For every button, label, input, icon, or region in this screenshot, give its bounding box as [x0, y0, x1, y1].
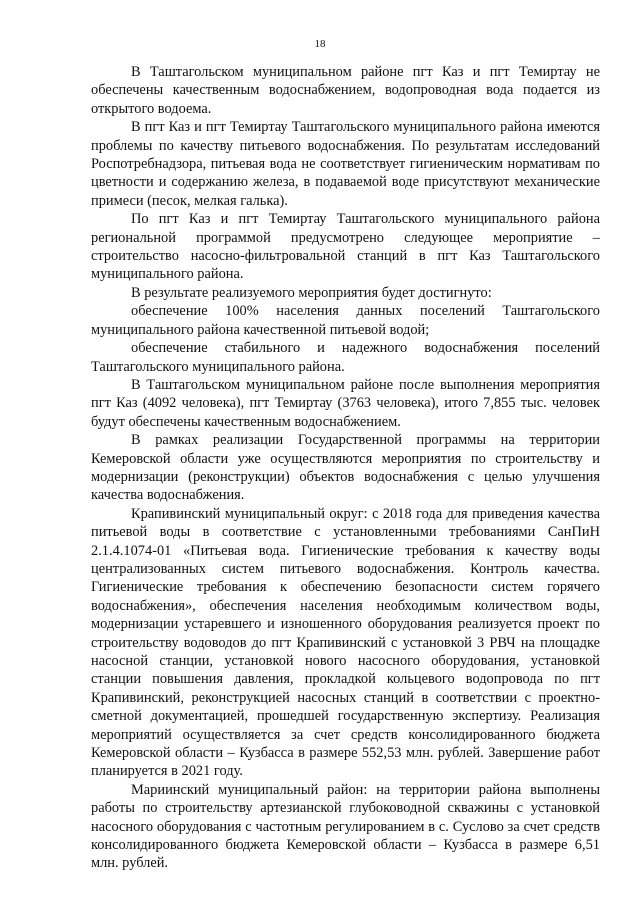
body-text: [91, 63, 600, 873]
paragraph-1: В Таштагольском муниципальном районе пгт Каз и пгт Темиртау не обеспечены качественным водоснабжением, водопроводная вода подается из открытого водоема.: [91, 64, 600, 117]
paragraph-2: В пгт Каз и пгт Темиртау Таштагольского муниципального района имеются проблемы по качеству питьевого водоснабжения. По результатам исследований Роспотребнадзора, питьевая вода не соответствует гигиеническим нормативам по цветности и содержанию железа, в подаваемой воде присутствуют механические примеси (песок, мелкая галька).: [91, 119, 600, 209]
paragraph-6: обеспечение стабильного и надежного водоснабжения поселений Таштагольского муниципального района.: [91, 340, 600, 375]
paragraph-5: обеспечение 100% населения данных поселений Таштагольского муниципального района качественной питьевой водой;: [91, 303, 600, 338]
paragraph-3: По пгт Каз и пгт Темиртау Таштагольского муниципального района региональной программой предусмотрено следующее мероприятие – строительство насосно-фильтровальной станций в пгт Каз Таштагольского муниципального района.: [91, 211, 600, 283]
paragraph-9: Крапивинский муниципальный округ: с 2018 года для приведения качества питьевой воды в соответствие с установленными требованиями СанПиН 2.1.4.1074-01 «Питьевая вода. Гигиенические требования к качеству воды централизованных систем питьевого водоснабжения. Контроль качества. Гигиенические требования к обеспечению безопасности систем горячего водоснабжения», обеспечения населения необходимым количеством воды, модернизации устаревшего и изношенного оборудования реализуется проект по строительству водоводов до пгт Крапивинский с установкой 3 РВЧ на площадке насосной станции, установкой нового насосного оборудования, установкой станции повышения давления, прокладкой кольцевого водопровода по пгт Крапивинский, реконструкцией насосных станций в соответствии с проектно-сметной документацией, прошедшей государственную экспертизу. Реализация мероприятий осуществляется за счет средств консолидированного бюджета Кемеровской области – Кузбасса в размере 552,53 млн. рублей. Завершение работ планируется в 2021 году.: [91, 505, 600, 780]
paragraph-7: В Таштагольском муниципальном районе после выполнения мероприятия пгт Каз (4092 человека), пгт Темиртау (3763 человека), итого 7,855 тыс. человек будут обеспечены качественным водоснабжением.: [91, 376, 600, 430]
page-number: 18: [314, 38, 326, 50]
paragraph-4: В результате реализуемого мероприятия будет достигнуто:: [131, 284, 492, 301]
paragraph-8: В рамках реализации Государственной программы на территории Кемеровской области уже осуществляются мероприятия по строительству и модернизации (реконструкции) объектов водоснабжения с целью улучшения качества водоснабжения.: [91, 432, 600, 504]
paragraph-10: Мариинский муниципальный район: на территории района выполнены работы по строительству артезианской глубоководной скважины с установкой насосного оборудования с частотным регулированием в с. Суслово за счет средств консолидированного бюджета Кемеровской области – Кузбасса в размере 6,51 млн. рублей.: [91, 781, 600, 872]
